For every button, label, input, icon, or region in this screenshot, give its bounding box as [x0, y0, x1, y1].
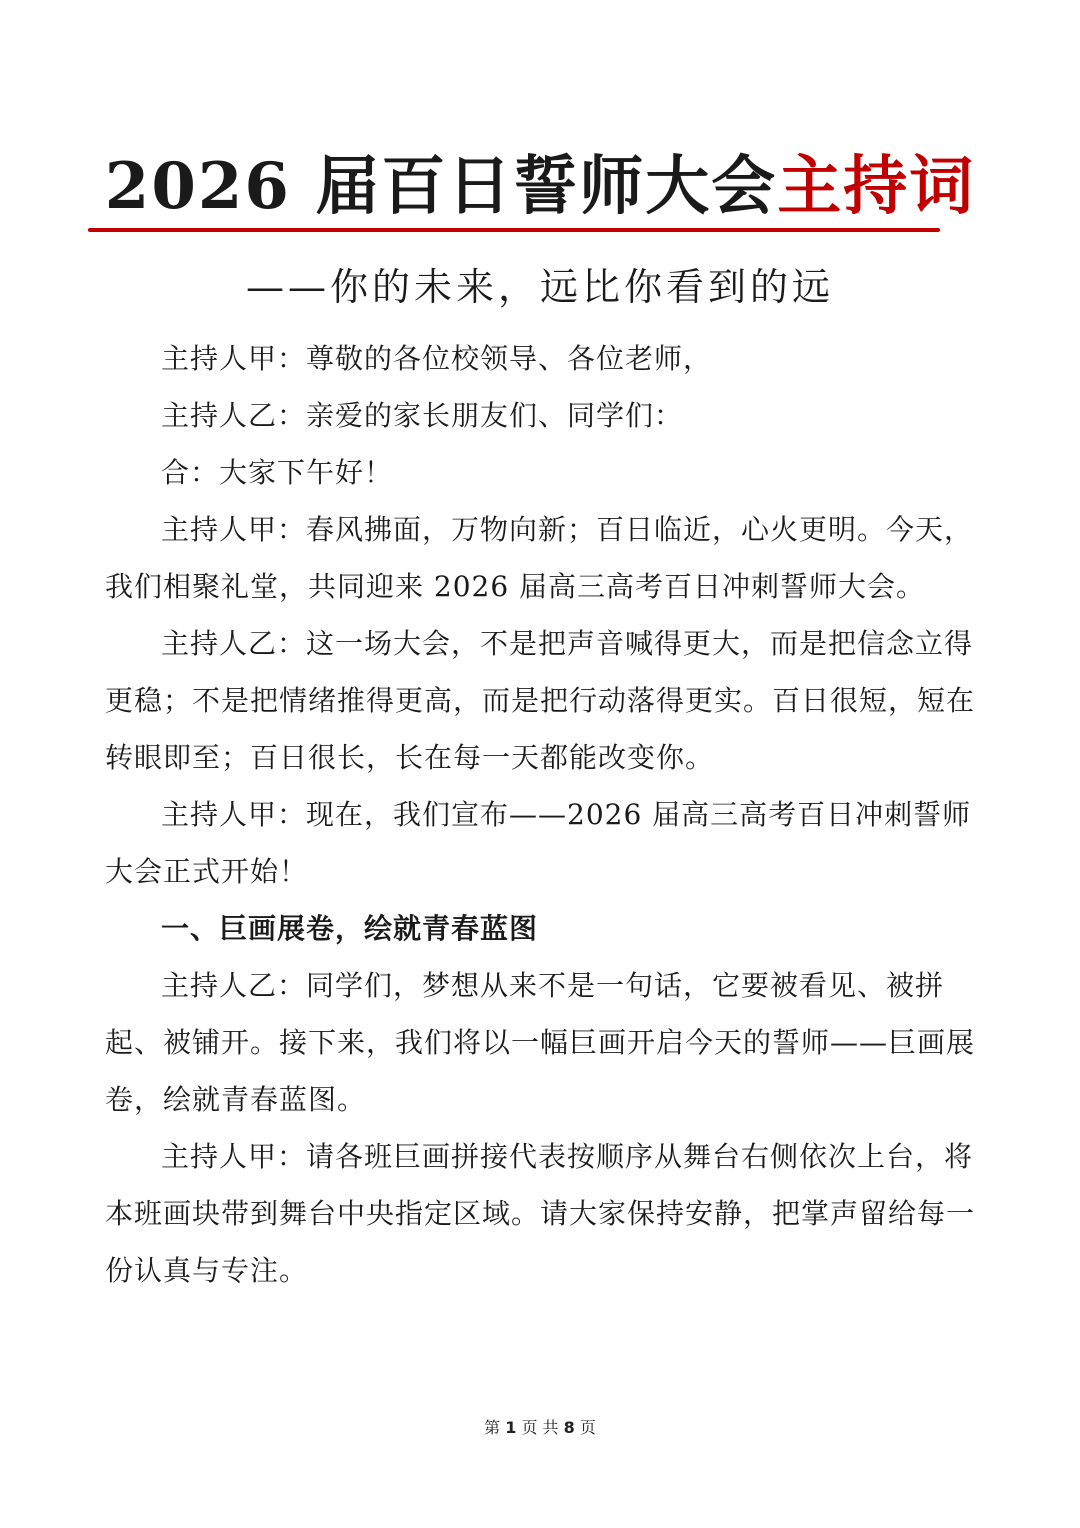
footer-total-pages: 8 [563, 1418, 575, 1437]
footer-page-number: 1 [505, 1418, 517, 1437]
title-main: 2026 届百日誓师大会 [104, 149, 778, 224]
document-subtitle: ——你的未来，远比你看到的远 [245, 265, 834, 309]
document-body [105, 330, 975, 1299]
paragraph-host-a-announcement: 主持人甲：现在，我们宣布——2026 届高三高考百日冲刺誓师大会正式开始！ [105, 798, 972, 888]
section-heading-1: 一、巨画展卷，绘就青春蓝图 [161, 912, 539, 945]
page-footer [0, 1418, 1080, 1438]
document-title [0, 142, 1080, 232]
paragraph-host-a-opening: 主持人甲：春风拂面，万物向新；百日临近，心火更明。今天，我们相聚礼堂，共同迎来 2026 届高三高考百日冲刺誓师大会。 [105, 513, 974, 603]
paragraph-together-greeting: 合：大家下午好！ [161, 456, 394, 489]
footer-prefix: 第 [484, 1418, 501, 1437]
footer-middle: 页 共 [521, 1418, 559, 1437]
paragraph-host-a-painting: 主持人甲：请各班巨画拼接代表按顺序从舞台右侧依次上台，将本班画块带到舞台中央指定区域。请大家保持安静，把掌声留给每一份认真与专注。 [105, 1140, 976, 1287]
title-underline [88, 228, 940, 232]
footer-suffix: 页 [579, 1418, 596, 1437]
paragraph-host-a-greeting: 主持人甲：尊敬的各位校领导、各位老师， [161, 342, 713, 375]
paragraph-host-b-greeting: 主持人乙：亲爱的家长朋友们、同学们： [161, 399, 684, 432]
paragraph-host-b-painting: 主持人乙：同学们，梦想从来不是一句话，它要被看见、被拼起、被铺开。接下来，我们将以一幅巨画开启今天的誓师——巨画展卷，绘就青春蓝图。 [105, 969, 976, 1116]
paragraph-host-b-opening: 主持人乙：这一场大会，不是把声音喊得更大，而是把信念立得更稳；不是把情绪推得更高，而是把行动落得更实。百日很短，短在转眼即至；百日很长，长在每一天都能改变你。 [105, 627, 976, 774]
title-accent: 主持词 [777, 149, 976, 224]
